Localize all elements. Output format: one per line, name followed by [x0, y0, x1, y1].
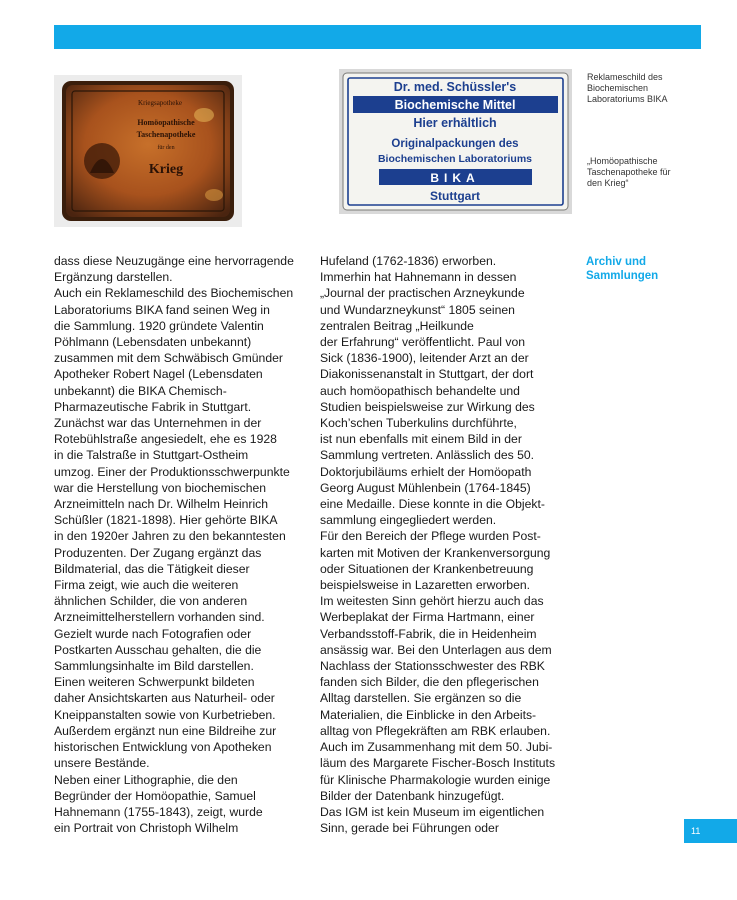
sign-line3: Hier erhältlich	[413, 116, 497, 130]
tin-image	[54, 75, 242, 227]
caption-bika-sign: Reklameschild des Biochemischen Laboratoriums BIKA	[587, 72, 668, 104]
sign-line5: Biochemischen Laboratoriums	[377, 153, 533, 165]
page-number-box	[684, 819, 737, 843]
tin-label-line3: Taschenapotheke	[136, 130, 196, 139]
tin-label-line2: Homöopathische	[137, 118, 195, 127]
bika-sign-image	[339, 69, 572, 214]
tin-photo	[54, 75, 242, 227]
sign-line2: Biochemische Mittel	[394, 98, 516, 112]
sign-line6: BIKA	[430, 171, 480, 185]
tin-label-line5: Krieg	[148, 162, 184, 177]
tin-label-line4: für den	[157, 145, 175, 151]
bika-sign-photo	[339, 69, 572, 214]
header-bar	[54, 25, 701, 49]
sign-line4: Originalpackungen des	[391, 138, 519, 150]
caption-tin: „Homöopathische Taschenapotheke für den Krieg“	[587, 156, 671, 188]
sign-line1: Dr. med. Schüssler's	[393, 80, 517, 94]
page-number: 11	[691, 826, 701, 836]
section-label: Archiv und Sammlungen	[586, 256, 659, 282]
sign-line7: Stuttgart	[430, 189, 480, 203]
body-text-column-1: dass diese Neuzugänge eine hervorragende Ergänzung darstellen. Auch ein Reklameschild des Biochemischen Laboratoriums BIKA fand seinen Weg in die Sammlung. 1920 gründete Valentin Pöhlmann (Lebensdaten unbekannt) zusammen mit dem Schwäbisch Gmünder Apotheker Robert Nagel (Lebensdaten unbekannt) die BIKA Chemisch- Pharmazeutische Fabrik in Stuttgart. Zunächst war das Unternehmen in der Rotebühlstraße angesiedelt, ehe es 1928 in die Talstraße in Stuttgart-Ostheim umzog. Einer der Produktionsschwerpunkte war die Herstellung von biochemischen Arzneimitteln nach Dr. Wilhelm Heinrich Schüßler (1821-1898). Hier gehörte BIKA in den 1920er Jahren zu den bekanntesten Produzenten. Der Zugang ergänzt das Bildmaterial, das die Tätigkeit dieser Firma zeigt, wie auch die weiteren ähnlichen Schilder, die von anderen Arzneimittelherstellern vorhanden sind. Gezielt wurde nach Fotografien oder Postkarten Ausschau gehalten, die die Sammlungsinhalte im Bild darstellen. Einen weiteren Schwerpunkt bildeten daher Ansichtskarten aus Naturheil- oder Kneippanstalten sowie von Kurbetrieben. Außerdem ergänzt nun eine Bildreihe zur historischen Entwicklung von Apotheken unsere Bestände. Neben einer Lithographie, die den Begründer der Homöopathie, Samuel Hahnemann (1755-1843), zeigt, wurde ein Portrait von Christoph Wilhelm	[54, 254, 294, 836]
body-text-column-2: Hufeland (1762-1836) erworben. Immerhin hat Hahnemann in dessen „Journal der practischen Arzneykunde und Wundarzneykunst“ 1805 seinen zentralen Beitrag „Heilkunde der Erfahrung“ veröffentlicht. Paul von Sick (1836-1900), leitender Arzt an der Diakonissenanstalt in Stuttgart, der dort auch homöopathisch behandelte und Studien beispielsweise zur Wirkung des Koch’schen Tuberkulins durchführte, ist nun ebenfalls mit einem Bild in der Sammlung vertreten. Anlässlich des 50. Doktorjubiläums erhielt der Homöopath Georg August Mühlenbein (1764-1845) eine Medaille. Diese konnte in die Objekt- sammlung eingegliedert werden. Für den Bereich der Pflege wurden Post- karten mit Motiven der Krankenversorgung oder Situationen der Krankenbetreuung beispielsweise in Lazaretten erworben. Im weitesten Sinn gehört hierzu auch das Werbeplakat der Firma Hartmann, einer Verbandsstoff-Fabrik, die in Heidenheim ansässig war. Bei den Unterlagen aus dem Nachlass der Stationsschwester des RBK fanden sich Bilder, die den pflegerischen Alltag darstellen. Sie ergänzen so die Materialien, die Einblicke in den Arbeits- alltag von Pflegekräften am RBK erlauben. Auch im Zusammenhang mit dem 50. Jubi- läum des Margarete Fischer-Bosch Instituts für Klinische Pharmakologie wurden einige Bilder der Datenbank hinzugefügt. Das IGM ist kein Museum im eigentlichen Sinn, gerade bei Führungen oder	[320, 254, 556, 836]
tin-label-line1: Kriegsapotheke	[138, 99, 182, 107]
